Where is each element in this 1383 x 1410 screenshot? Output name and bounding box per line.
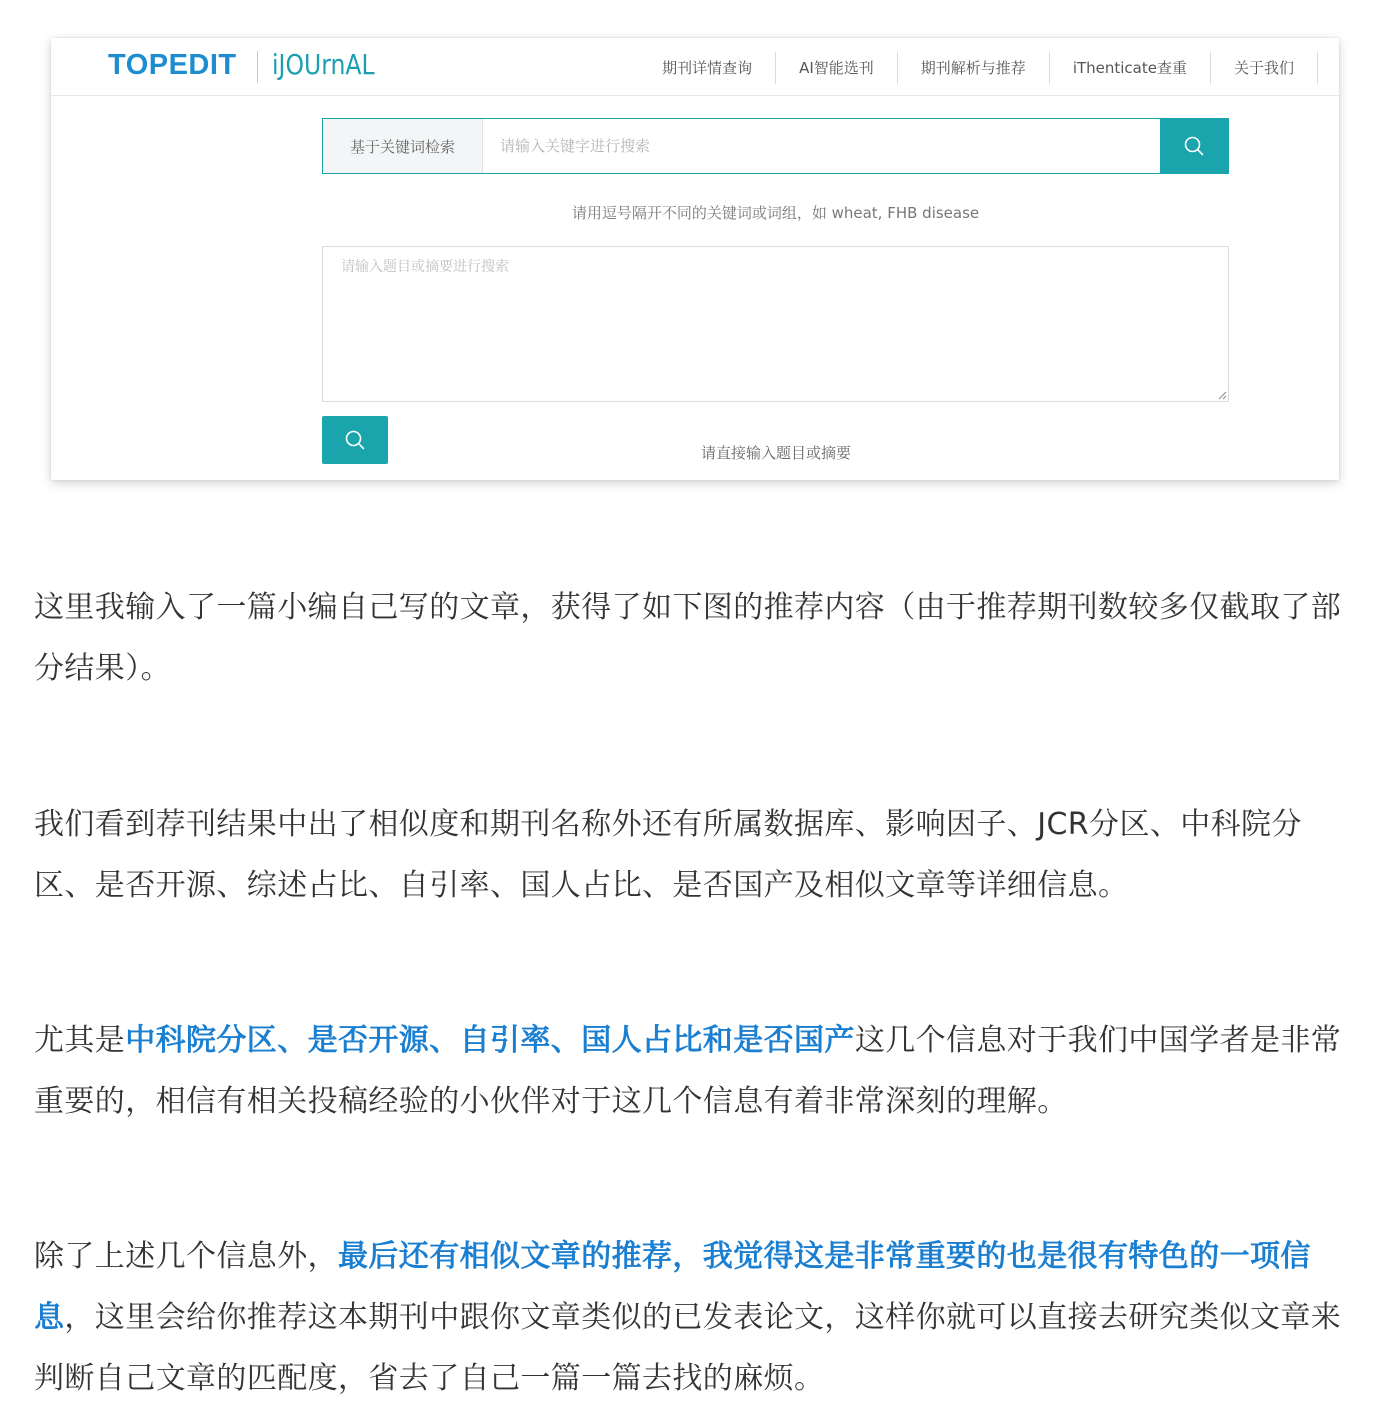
abstract-search-hint: 请直接输入题目或摘要 <box>700 444 851 462</box>
nav-ai-journal-selection[interactable]: AI智能选刊 <box>776 52 898 84</box>
paragraph-3-intro: 尤其是 <box>34 1023 126 1058</box>
paragraph-4-highlight: 最后还有相似文章的推荐，我觉得这是非常重要的也是很有特色的一项信息 <box>34 1239 1311 1335</box>
paragraph-3-rest: 这几个信息对于我们中国学者是非常重要的，相信有相关投稿经验的小伙伴对于这几个信息有着非常深刻的理解。 <box>34 1023 1342 1119</box>
keyword-search-bar <box>322 118 1229 174</box>
article-paragraph-3 <box>34 1010 1359 1132</box>
nav-journal-analysis[interactable]: 期刊解析与推荐 <box>898 52 1050 84</box>
topedit-logo[interactable]: TOPEDIT <box>108 49 237 81</box>
embedded-screenshot <box>51 38 1339 480</box>
nav-about-us[interactable]: 关于我们 <box>1211 52 1318 84</box>
paragraph-3-highlight: 中科院分区、是否开源、自引率、国人占比和是否国产 <box>125 1023 855 1058</box>
keyword-search-hint: 请用逗号隔开不同的关键词或词组，如 wheat, FHB disease <box>571 204 980 222</box>
abstract-search-button[interactable] <box>322 416 388 464</box>
keyword-search-label[interactable]: 基于关键词检索 <box>323 119 483 173</box>
keyword-search-button[interactable] <box>1160 119 1228 173</box>
nav-ithenticate[interactable]: iThenticate查重 <box>1050 52 1211 84</box>
site-header <box>51 38 1339 96</box>
resize-grip-icon[interactable] <box>1217 390 1227 400</box>
logo-divider <box>257 51 258 83</box>
article-paragraph-1: 这里我输入了一篇小编自己写的文章，获得了如下图的推荐内容（由于推荐期刊数较多仅截取了部分结果）。 <box>34 590 1342 686</box>
search-icon <box>344 429 366 451</box>
nav-journal-details[interactable]: 期刊详情查询 <box>639 52 776 84</box>
ijournal-logo[interactable]: iJOUrnAL <box>272 48 375 81</box>
paragraph-4-rest: ，这里会给你推荐这本期刊中跟你文章类似的已发表论文，这样你就可以直接去研究类似文章来判断自己文章的匹配度，省去了自己一篇一篇去找的麻烦。 <box>34 1300 1342 1396</box>
abstract-search-textarea[interactable] <box>322 246 1229 402</box>
keyword-search-input[interactable] <box>483 119 1160 173</box>
paragraph-4-intro: 除了上述几个信息外， <box>34 1239 338 1274</box>
main-nav <box>639 52 1318 84</box>
article-paragraph-4 <box>34 1226 1359 1409</box>
article-paragraph-2: 我们看到荐刊结果中出了相似度和期刊名称外还有所属数据库、影响因子、JCR分区、中科院分区、是否开源、综述占比、自引率、国人占比、是否国产及相似文章等详细信息。 <box>34 807 1302 903</box>
search-icon <box>1183 135 1205 157</box>
